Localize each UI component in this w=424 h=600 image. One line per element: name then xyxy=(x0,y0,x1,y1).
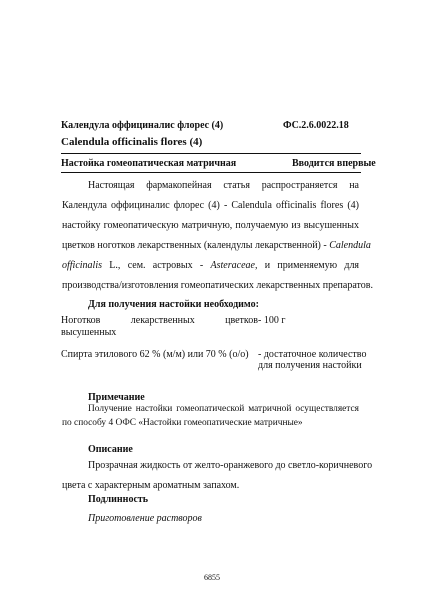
composition-item-2-name: Спирта этилового 62 % (м/м) или 70 % (о/о) xyxy=(61,349,249,360)
intro-line-5-latin: officinalis xyxy=(62,260,102,271)
note-heading: Примечание xyxy=(88,392,145,403)
intro-line-4 xyxy=(62,236,371,256)
intro-line-4-latin: Calendula xyxy=(329,240,371,251)
header-divider-top xyxy=(61,153,361,154)
description-heading: Описание xyxy=(88,444,133,455)
intro-line-5-family: Asteraceae, xyxy=(210,260,258,271)
monograph-title-ru: Календула оффициналис флорес (4) xyxy=(61,120,224,131)
monograph-subtitle: Настойка гомеопатическая матричная xyxy=(61,158,237,169)
authenticity-heading: Подлинность xyxy=(88,494,149,505)
intro-line-2-d: (4) xyxy=(347,200,359,211)
monograph-status: Вводится впервые xyxy=(292,158,376,169)
header-divider-bottom xyxy=(61,172,361,173)
composition-item-2-amount-cont: для получения настойки xyxy=(258,360,362,371)
intro-line-5-d: и применяемую для xyxy=(264,260,360,271)
composition-item-1-amount: - 100 г xyxy=(258,315,286,326)
page-number: 6855 xyxy=(204,573,220,582)
intro-line-4-a: цветков ноготков лекарственных (календулы лекарственной) - xyxy=(62,240,327,251)
note-line-1: Получение настойки гомеопатической матричной осуществляется xyxy=(88,404,359,414)
intro-line-2-b: (4) xyxy=(208,200,220,211)
intro-line-6: производства/изготовления гомеопатических лекарственных препаратов. xyxy=(62,280,373,291)
monograph-title-latin: Calendula officinalis flores (4) xyxy=(61,136,203,148)
intro-line-3: настойку гомеопатическую матричную, получаемую из высушенных xyxy=(62,220,359,231)
composition-item-1-name-cont: высушенных xyxy=(61,327,117,338)
note-line-2: по способу 4 ОФС «Настойки гомеопатические матричные» xyxy=(62,418,303,428)
intro-line-1: Настоящая фармакопейная статья распространяется на xyxy=(88,180,359,191)
description-line-2: цвета с характерным ароматным запахом. xyxy=(62,480,240,491)
composition-heading: Для получения настойки необходимо: xyxy=(88,299,259,310)
intro-line-5-b: L., сем. астровых - xyxy=(109,260,204,271)
authenticity-subheading: Приготовление растворов xyxy=(88,513,202,524)
intro-line-2 xyxy=(62,196,359,216)
intro-line-2-c: - Calendula officinalis flores xyxy=(223,200,344,211)
intro-line-2-a: Календула оффициналис флорес xyxy=(62,200,205,211)
composition-item-2-amount: - достаточное количество xyxy=(258,349,367,360)
composition-item-1-name: Ноготков лекарственных цветков xyxy=(61,315,258,326)
description-line-1: Прозрачная жидкость от желто-оранжевого до светло-коричневого xyxy=(88,460,373,471)
intro-line-5 xyxy=(62,256,359,276)
monograph-code: ФС.2.6.0022.18 xyxy=(283,120,349,131)
